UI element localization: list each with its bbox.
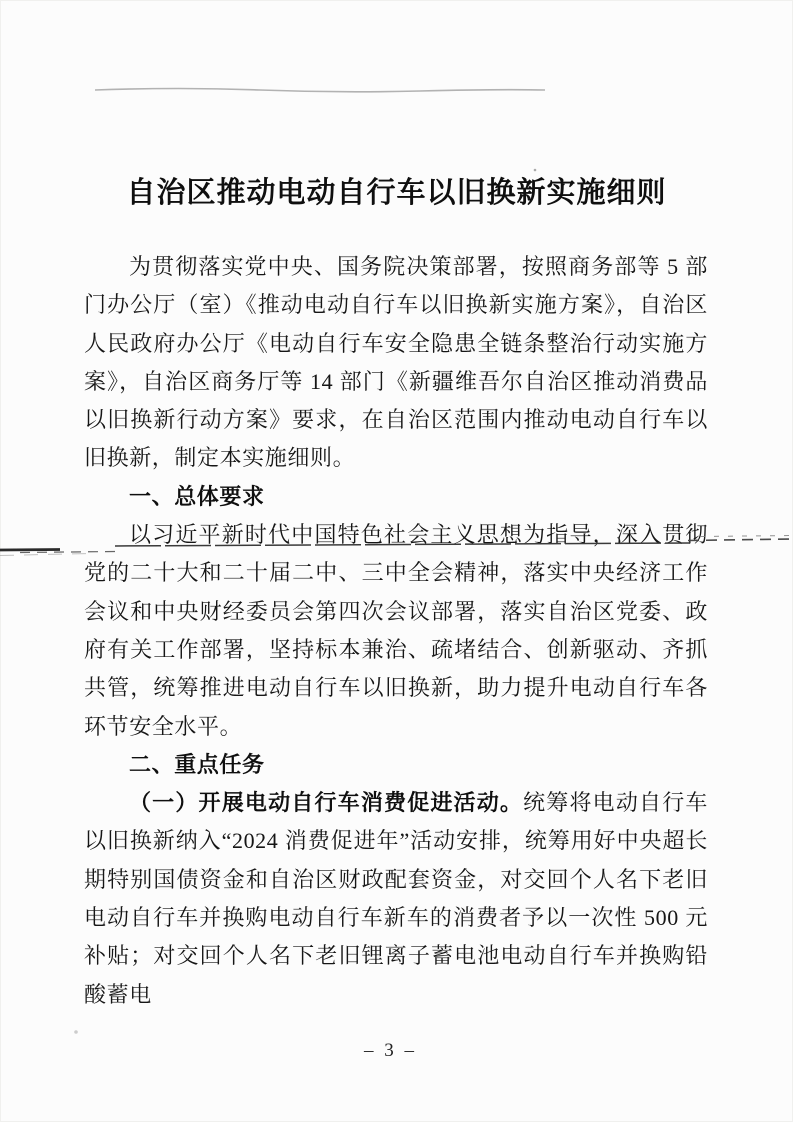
- top-scratch-line: [95, 89, 545, 92]
- section-heading-general-requirements: 一、总体要求: [129, 483, 265, 509]
- section-heading-key-tasks: 二、重点任务: [129, 751, 265, 777]
- crease-left-faint: [0, 554, 90, 556]
- task-item-text: 统筹将电动自行车以旧换新纳入“2024 消费促进年”活动安排，统筹用好中央超长期特别国债资金和自治区财政配套资金，对交回个人名下老旧电动自行车并换购电动自行车新车的消费者予以一次性 500 元补贴；对交回个人名下老旧锂离子蓄电池电动自行车并换购铅酸蓄电: [84, 790, 708, 1007]
- crease-right-faint-dashes: [700, 536, 793, 537]
- speck-bottom-left: [74, 1030, 78, 1034]
- general-requirements-paragraph: 以习近平新时代中国特色社会主义思想为指导，深入贯彻党的二十大和二十届二中、三中全会精神，落实中央经济工作会议和中央财经委员会第四次会议部署，落实自治区党委、政府有关工作部署，坚持标本兼治、疏堵结合、创新驱动、齐抓共管，统筹推进电动自行车以旧换新，助力提升电动自行车各环节安全水平。: [84, 522, 708, 739]
- key-tasks-paragraph: [84, 784, 708, 1014]
- crease-left-thick-dash: [0, 550, 60, 551]
- document-body: [84, 248, 708, 1014]
- task-item-lead: （一）开展电动自行车消费促进活动。: [129, 790, 524, 816]
- document-title: 自治区推动电动自行车以旧换新实施细则: [126, 177, 667, 209]
- page-number: – 3 –: [364, 1040, 417, 1061]
- intro-paragraph: 为贯彻落实党中央、国务院决策部署，按照商务部等 5 部门办公厅（室）《推动电动自行车以旧换新实施方案》，自治区人民政府办公厅《电动自行车安全隐患全链条整治行动实施方案》，自治区商务厅等 14 部门《新疆维吾尔自治区推动消费品以旧换新行动方案》要求，在自治区范围内推动电动自行车以旧换新，制定本实施细则。: [84, 254, 708, 471]
